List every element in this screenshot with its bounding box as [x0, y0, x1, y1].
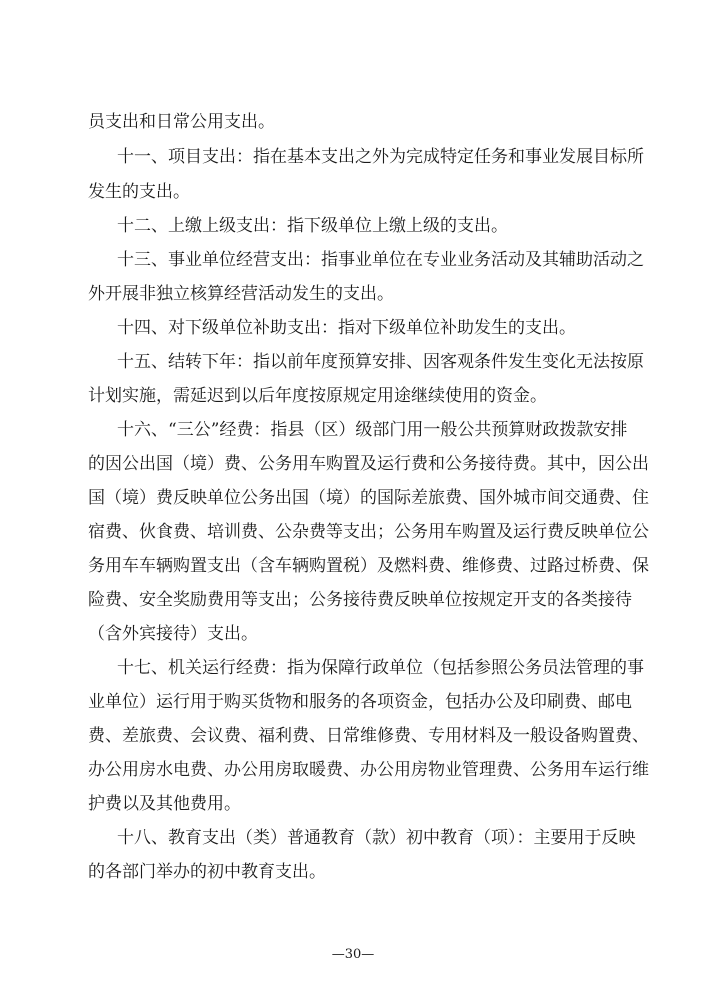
text-line: 十二、上缴上级支出：指下级单位上缴上级的支出。 [117, 216, 508, 236]
text-line: 十一、项目支出：指在基本支出之外为完成特定任务和事业发展目标所 [117, 147, 644, 167]
text-line: 国（境）费反映单位公务出国（境）的国际差旅费、国外城市间交通费、住 [88, 488, 649, 508]
text-line: 十八、教育支出（类）普通教育（款）初中教育（项）：主要用于反映 [117, 828, 636, 848]
text-line: 办公用房水电费、办公用房取暖费、办公用房物业管理费、公务用车运行维 [88, 760, 649, 780]
text-line: 宿费、伙食费、培训费、公杂费等支出；公务用车购置及运行费反映单位公 [88, 522, 649, 542]
text-line: 十三、事业单位经营支出：指事业单位在专业业务活动及其辅助活动之 [117, 250, 644, 270]
text-line: 员支出和日常公用支出。 [88, 112, 275, 132]
text-line: 的因公出国（境）费、公务用车购置及运行费和公务接待费。其中，因公出 [88, 454, 649, 474]
text-line: 护费以及其他费用。 [88, 794, 241, 814]
text-line: 十六、“三公”经费：指县（区）级部门用一般公共预算财政拨款安排 [117, 420, 628, 440]
text-line: 十七、机关运行经费：指为保障行政单位（包括参照公务员法管理的事 [117, 658, 644, 678]
text-line: 险费、安全奖励费用等支出；公务接待费反映单位按规定开支的各类接待 [88, 590, 632, 610]
text-line: 费、差旅费、会议费、福利费、日常维修费、专用材料及一般设备购置费、 [88, 726, 649, 746]
page-number: —30— [331, 947, 375, 962]
text-line: 业单位）运行用于购买货物和服务的各项资金，包括办公及印刷费、邮电 [88, 692, 632, 712]
text-line: 的各部门举办的初中教育支出。 [88, 862, 326, 882]
text-line: 计划实施，需延迟到以后年度按原规定用途继续使用的资金。 [88, 386, 547, 406]
text-line: （含外宾接待）支出。 [88, 624, 258, 644]
text-line: 务用车车辆购置支出（含车辆购置税）及燃料费、维修费、过路过桥费、保 [88, 556, 649, 576]
text-line: 十五、结转下年：指以前年度预算安排、因客观条件发生变化无法按原 [117, 352, 644, 372]
text-line: 十四、对下级单位补助支出：指对下级单位补助发生的支出。 [117, 318, 576, 338]
text-line: 发生的支出。 [88, 182, 190, 202]
text-line: 外开展非独立核算经营活动发生的支出。 [88, 284, 394, 304]
